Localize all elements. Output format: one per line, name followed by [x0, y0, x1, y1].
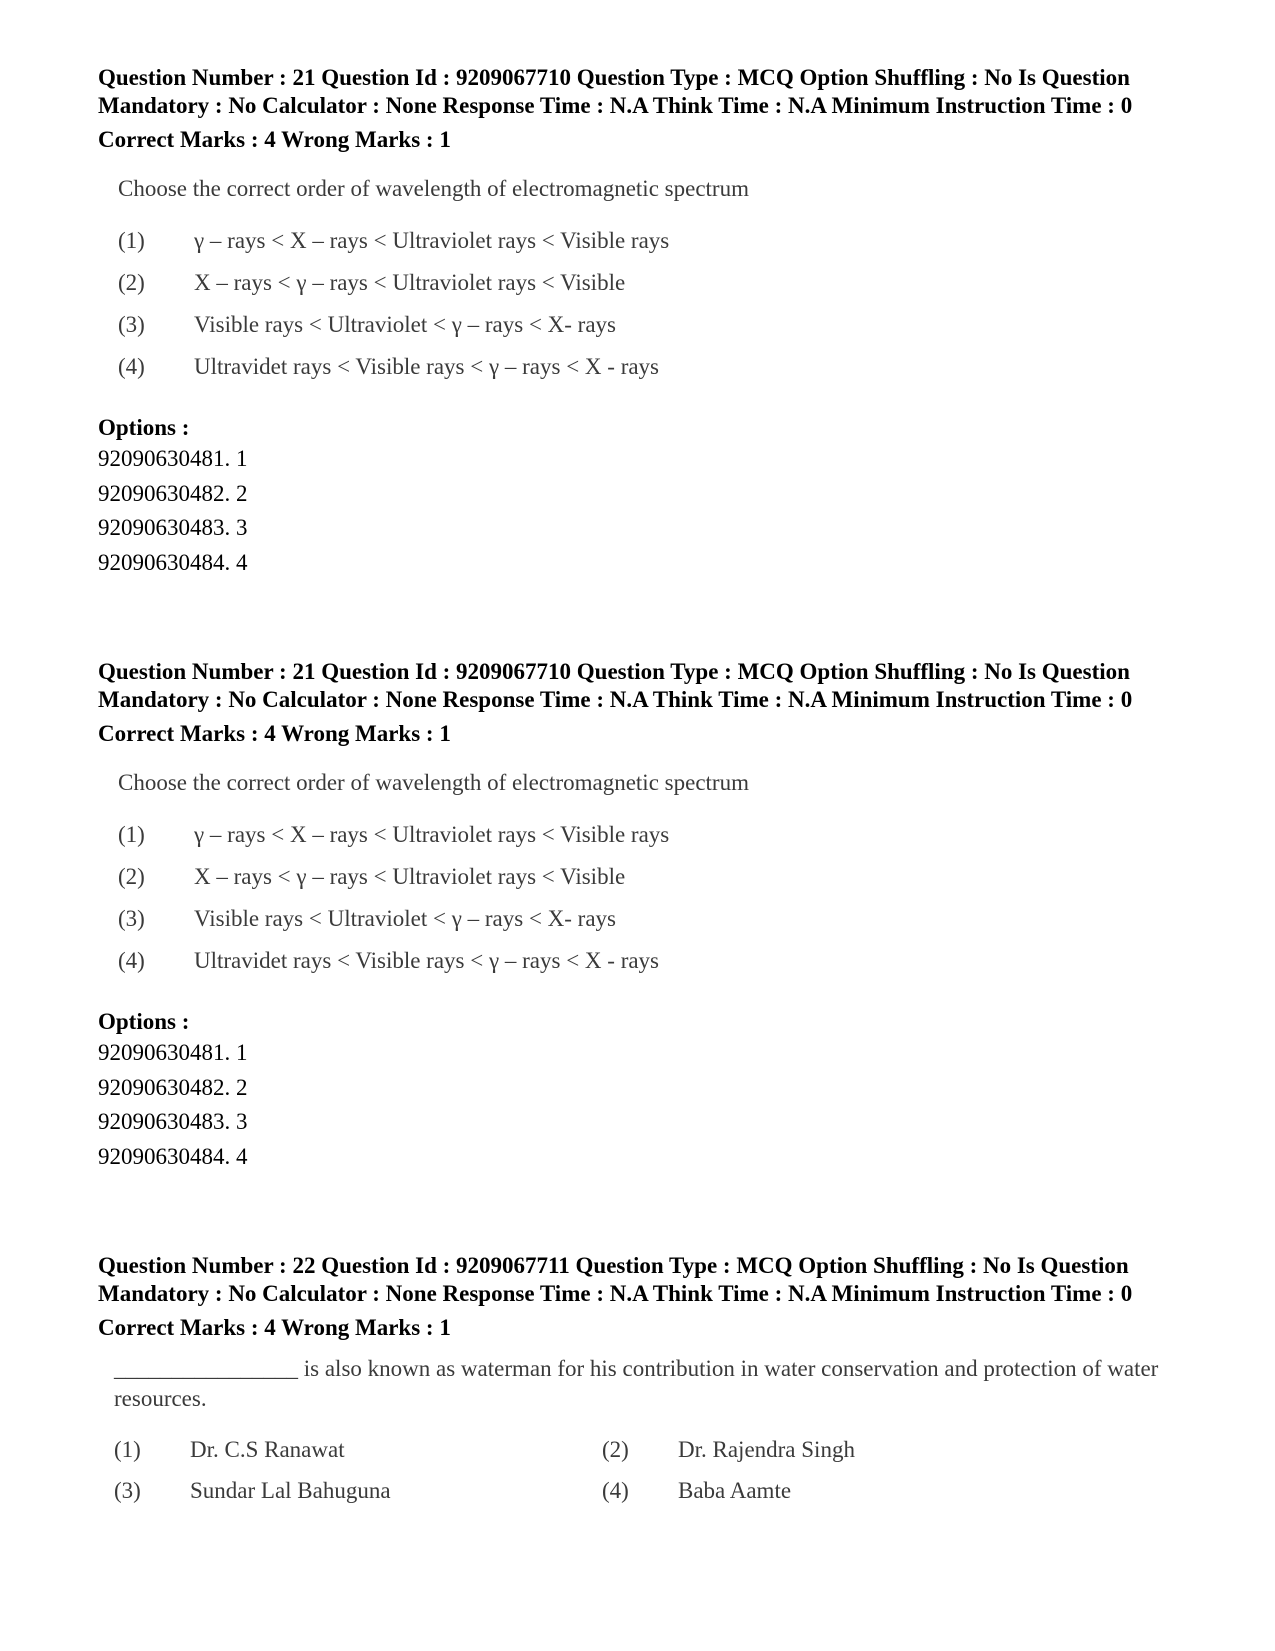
question-stem: Choose the correct order of wavelength of electromagnetic spectrum: [118, 176, 749, 201]
choice-item: [114, 1434, 602, 1465]
answer-option: 92090630482. 2: [98, 1074, 248, 1100]
choice-item: [118, 940, 1188, 982]
question-meta: Question Number : 21 Question Id : 9209067710 Question Type : MCQ Option Shuffling : No Is Question Mandatory : No Calculator : None Response Time : N.A Think Time : N.A Minimum Instruction Time : 0: [98, 65, 1133, 118]
options-label: Options :: [98, 415, 190, 440]
question-image: [98, 174, 1188, 388]
choice-text: Visible rays < Ultraviolet < γ – rays < X- rays: [194, 312, 616, 337]
choice-item: [118, 898, 1188, 940]
choice-number: (4): [602, 1477, 629, 1503]
answer-option: 92090630481. 1: [98, 446, 248, 471]
question-marks: Correct Marks : 4 Wrong Marks : 1: [98, 127, 451, 152]
choice-grid: [114, 1434, 1188, 1506]
question-image: [98, 1354, 1188, 1506]
question-meta: Question Number : 22 Question Id : 9209067711 Question Type : MCQ Option Shuffling : No Is Question Mandatory : No Calculator : None Response Time : N.A Think Time : N.A Minimum Instruction Time : 0: [98, 1253, 1133, 1306]
choice-number: (3): [118, 906, 145, 931]
choice-number: (2): [118, 270, 145, 295]
question-stem: Choose the correct order of wavelength of electromagnetic spectrum: [118, 770, 749, 795]
choice-item: [602, 1434, 1090, 1465]
question-block-1: [98, 64, 1188, 580]
choice-item: [602, 1475, 1090, 1506]
answer-option: 92090630483. 3: [98, 1109, 248, 1134]
choice-text: γ – rays < X – rays < Ultraviolet rays < Visible rays: [194, 822, 670, 847]
question-stem: ________________ is also known as waterman for his contribution in water conservation and protection of water resources.: [114, 1356, 1159, 1411]
choice-number: (1): [114, 1436, 141, 1462]
choice-number: (1): [118, 822, 145, 847]
choice-item: [118, 856, 1188, 898]
answer-option: 92090630483. 3: [98, 515, 248, 540]
choice-item: [118, 346, 1188, 388]
question-marks: Correct Marks : 4 Wrong Marks : 1: [98, 1315, 451, 1340]
question-meta: Question Number : 21 Question Id : 9209067710 Question Type : MCQ Option Shuffling : No Is Question Mandatory : No Calculator : None Response Time : N.A Think Time : N.A Minimum Instruction Time : 0: [98, 659, 1133, 712]
choice-text: Dr. Rajendra Singh: [678, 1436, 855, 1462]
choice-text: Ultravidet rays < Visible rays < γ – rays < X - rays: [194, 354, 660, 379]
answer-option: 92090630484. 4: [98, 549, 248, 575]
answer-option: 92090630481. 1: [98, 1040, 248, 1065]
choice-text: Dr. C.S Ranawat: [190, 1436, 345, 1462]
choice-item: [118, 220, 1188, 262]
answer-option: 92090630482. 2: [98, 480, 248, 506]
choice-text: Baba Aamte: [678, 1477, 792, 1503]
choice-number: (4): [118, 354, 145, 379]
choice-number: (4): [118, 948, 145, 973]
choice-text: X – rays < γ – rays < Ultraviolet rays < Visible: [194, 864, 626, 889]
question-block-2: [98, 658, 1188, 1174]
choice-number: (3): [118, 312, 145, 337]
choice-number: (3): [114, 1477, 141, 1503]
choice-item: [118, 262, 1188, 304]
choice-text: X – rays < γ – rays < Ultraviolet rays < Visible: [194, 270, 626, 295]
choice-item: [114, 1475, 602, 1506]
choice-text: Sundar Lal Bahuguna: [190, 1477, 391, 1503]
choice-item: [118, 304, 1188, 346]
choice-item: [118, 814, 1188, 856]
question-block-3: [98, 1252, 1188, 1506]
question-marks: Correct Marks : 4 Wrong Marks : 1: [98, 721, 451, 746]
choice-number: (2): [118, 864, 145, 889]
choice-text: Visible rays < Ultraviolet < γ – rays < X- rays: [194, 906, 616, 931]
answer-option: 92090630484. 4: [98, 1143, 248, 1169]
choice-text: γ – rays < X – rays < Ultraviolet rays < Visible rays: [194, 228, 670, 253]
question-image: [98, 768, 1188, 982]
choice-list: [118, 814, 1188, 982]
choice-number: (2): [602, 1436, 629, 1462]
choice-number: (1): [118, 228, 145, 253]
choice-list: [118, 220, 1188, 388]
choice-text: Ultravidet rays < Visible rays < γ – rays < X - rays: [194, 948, 660, 973]
options-label: Options :: [98, 1009, 190, 1034]
